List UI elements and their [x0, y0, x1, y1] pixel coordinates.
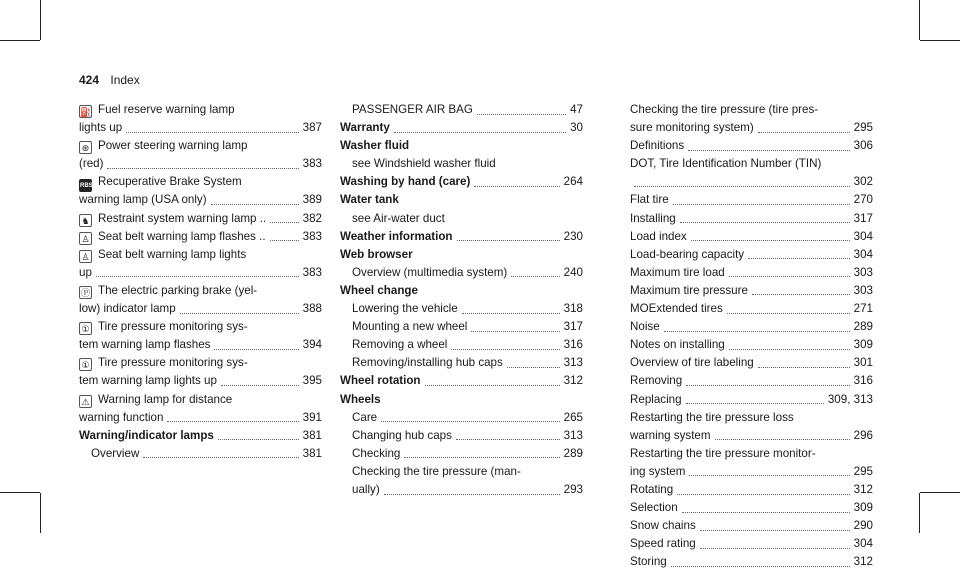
index-entry	[79, 137, 322, 155]
index-column-1	[79, 101, 322, 463]
index-entry	[630, 264, 873, 282]
entry-label: low) indicator lamp	[79, 302, 176, 316]
leader-dots	[689, 475, 849, 476]
entry-label: Overview of tire labeling	[630, 356, 754, 370]
page-reference[interactable]: 271	[853, 302, 873, 316]
fuel-icon: ⛽	[80, 107, 92, 117]
index-column-2	[340, 101, 583, 499]
entry-label: Fuel reserve warning lamp	[98, 103, 235, 116]
entry-label: The electric parking brake (yel-	[98, 283, 258, 297]
leader-dots	[680, 222, 850, 223]
index-entry	[79, 264, 322, 282]
index-entry	[340, 173, 583, 191]
leader-dots	[700, 530, 850, 531]
page-reference[interactable]: 304	[853, 247, 873, 261]
leader-dots	[682, 512, 850, 513]
entry-label: see Air-water duct	[352, 211, 445, 225]
index-entry	[79, 336, 322, 354]
entry-label: Recuperative Brake System	[98, 175, 242, 189]
index-entry	[630, 173, 873, 191]
index-entry	[630, 354, 873, 372]
index-entry	[79, 282, 322, 300]
leader-dots	[425, 385, 560, 386]
leader-dots	[457, 240, 560, 241]
leader-dots	[758, 367, 850, 368]
page-reference[interactable]: 383	[302, 157, 322, 171]
index-entry	[630, 228, 873, 246]
entry-label: Power steering warning lamp	[98, 139, 248, 153]
index-entry	[630, 119, 873, 137]
entry-label: Mounting a new wheel	[352, 320, 468, 334]
index-entry	[340, 155, 583, 173]
page-reference[interactable]: 387	[302, 121, 322, 135]
entry-label: Removing	[630, 374, 683, 388]
entry-label: Seat belt warning lamp lights	[98, 247, 247, 261]
entry-label: Warranty	[340, 121, 390, 135]
index-entry	[340, 101, 583, 119]
page-reference[interactable]: 303	[853, 265, 873, 279]
index-entry	[630, 391, 873, 409]
page-reference[interactable]: 296	[853, 428, 873, 442]
page-reference[interactable]: 295	[853, 121, 873, 135]
page-reference[interactable]: 240	[563, 265, 583, 279]
index-entry	[340, 191, 583, 209]
page-reference[interactable]: 381	[302, 446, 322, 460]
crop-mark	[920, 492, 960, 493]
index-entry	[79, 210, 322, 228]
entry-label: Seat belt warning lamp flashes ..	[98, 229, 266, 243]
leader-dots	[673, 204, 850, 205]
page-reference[interactable]: 313	[563, 356, 583, 370]
entry-label: DOT, Tire Identification Number (TIN)	[630, 157, 822, 171]
page-reference[interactable]: 388	[302, 302, 322, 316]
leader-dots	[477, 114, 566, 115]
index-entry	[630, 427, 873, 445]
index-entry	[630, 463, 873, 481]
leader-dots	[671, 566, 850, 567]
entry-label: Maximum tire pressure	[630, 283, 748, 297]
page-reference[interactable]: 304	[853, 229, 873, 243]
entry-label: Speed rating	[630, 537, 696, 551]
index-entry	[340, 137, 583, 155]
tire-pressure-icon: ①	[79, 358, 92, 371]
page-reference[interactable]: 313	[563, 428, 583, 442]
entry-label: ing system	[630, 464, 686, 478]
entry-label: Flat tire	[630, 193, 669, 207]
entry-label: Tire pressure monitoring sys-	[98, 356, 248, 370]
crop-mark	[0, 492, 40, 493]
entry-label: Rotating	[630, 482, 674, 496]
leader-dots	[729, 349, 850, 350]
page-reference[interactable]: 265	[563, 410, 583, 424]
entry-label: Care	[352, 410, 378, 424]
page-reference[interactable]: 316	[563, 338, 583, 352]
tire-pressure-icon: ①	[79, 322, 92, 335]
leader-dots	[729, 276, 850, 277]
entry-label: Wheels	[340, 392, 381, 406]
page-reference[interactable]: 309, 313	[827, 392, 873, 406]
index-entry	[340, 427, 583, 445]
leader-dots	[404, 457, 559, 458]
leader-dots	[394, 132, 566, 133]
index-entry	[340, 445, 583, 463]
leader-dots	[507, 367, 560, 368]
leader-dots	[700, 548, 850, 549]
entry-label: ually)	[352, 482, 380, 496]
page-reference[interactable]: 312	[563, 374, 583, 388]
index-entry	[340, 336, 583, 354]
entry-label: sure monitoring system)	[630, 121, 754, 135]
entry-label: tem warning lamp flashes	[79, 338, 211, 352]
page-reference[interactable]: 306	[853, 139, 873, 153]
crop-mark	[919, 493, 920, 533]
page-reference[interactable]: 309	[853, 501, 873, 515]
leader-dots	[691, 240, 850, 241]
entry-label: Warning/indicator lamps	[79, 428, 214, 442]
index-entry	[79, 391, 322, 409]
leader-dots	[715, 439, 850, 440]
entry-label: tem warning lamp lights up	[79, 374, 217, 388]
leader-dots	[727, 313, 850, 314]
leader-dots	[664, 331, 850, 332]
entry-label: lights up	[79, 121, 123, 135]
index-entry	[630, 372, 873, 390]
page-reference[interactable]: 289	[563, 446, 583, 460]
entry-label: Replacing	[630, 392, 682, 406]
index-entry	[630, 300, 873, 318]
entry-label: Installing	[630, 211, 676, 225]
leader-dots	[686, 385, 849, 386]
index-entry	[340, 119, 583, 137]
entry-label: Load-bearing capacity	[630, 247, 745, 261]
entry-label: Weather information	[340, 229, 453, 243]
index-entry	[79, 300, 322, 318]
entry-label: (red)	[79, 157, 104, 171]
page-reference[interactable]: 264	[563, 175, 583, 189]
page-reference[interactable]: 47	[570, 103, 583, 116]
entry-label: Checking the tire pressure (tire pres-	[630, 103, 819, 116]
index-entry	[79, 228, 322, 246]
index-entry	[79, 155, 322, 173]
index-entry	[630, 336, 873, 354]
entry-label: Restarting the tire pressure loss	[630, 410, 794, 424]
index-entry	[630, 191, 873, 209]
index-entry	[630, 535, 873, 553]
index-entry	[630, 282, 873, 300]
leader-dots	[752, 294, 850, 295]
leader-dots	[451, 349, 559, 350]
index-entry	[340, 210, 583, 228]
index-entry	[79, 318, 322, 336]
seat-belt-icon: ♙	[79, 250, 92, 263]
leader-dots	[270, 240, 299, 241]
leader-dots	[214, 349, 298, 350]
leader-dots	[758, 132, 850, 133]
entry-label: Maximum tire load	[630, 265, 725, 279]
page-reference[interactable]: 309	[853, 338, 873, 352]
crop-mark	[40, 0, 41, 40]
crop-mark	[40, 493, 41, 533]
entry-label: Selection	[630, 501, 678, 515]
index-entry	[630, 409, 873, 427]
index-entry	[79, 445, 322, 463]
entry-label: MOExtended tires	[630, 302, 723, 316]
entry-label: Overview (multimedia system)	[352, 265, 508, 279]
entry-label: Water tank	[340, 193, 399, 207]
index-entry	[79, 409, 322, 427]
page-reference[interactable]: 270	[853, 193, 873, 207]
page-reference[interactable]: 230	[563, 229, 583, 243]
page-reference[interactable]: 312	[853, 482, 873, 496]
entry-label: Notes on installing	[630, 338, 725, 352]
restraint-icon: ♞	[79, 214, 92, 227]
page-reference[interactable]: 293	[563, 482, 583, 496]
entry-label: Web browser	[340, 247, 413, 261]
page-reference[interactable]: 316	[853, 374, 873, 388]
page-reference[interactable]: 304	[853, 537, 873, 551]
entry-label: Warning lamp for distance	[98, 392, 233, 406]
leader-dots	[96, 276, 299, 277]
parking-brake-icon: Ⓟ	[80, 287, 90, 298]
index-entry	[79, 119, 322, 137]
page-reference[interactable]: 383	[302, 265, 322, 279]
index-entry	[630, 445, 873, 463]
crop-mark	[920, 40, 960, 41]
index-entry	[340, 354, 583, 372]
index-entry	[630, 101, 873, 119]
index-entry	[630, 210, 873, 228]
page-reference[interactable]: 295	[853, 464, 873, 478]
steering-icon: ⊛	[79, 141, 92, 154]
index-entry	[630, 553, 873, 571]
page-reference[interactable]: 391	[302, 410, 322, 424]
index-entry	[79, 372, 322, 390]
entry-label: PASSENGER AIR BAG	[352, 103, 473, 116]
leader-dots	[126, 132, 298, 133]
leader-dots	[474, 186, 559, 187]
entry-label: Lowering the vehicle	[352, 302, 458, 316]
page-reference[interactable]: 383	[302, 229, 322, 243]
index-entry	[340, 481, 583, 499]
index-entry	[630, 481, 873, 499]
page-reference[interactable]: 317	[853, 211, 873, 225]
page-reference[interactable]: 389	[302, 193, 322, 207]
index-entry	[630, 155, 873, 173]
entry-label: Overview	[91, 446, 140, 460]
entry-label: see Windshield washer fluid	[352, 157, 496, 171]
entry-label: Load index	[630, 229, 687, 243]
leader-dots	[634, 186, 850, 187]
index-entry	[340, 228, 583, 246]
leader-dots	[270, 222, 298, 223]
index-entry	[630, 246, 873, 264]
leader-dots	[748, 258, 850, 259]
leader-dots	[381, 421, 560, 422]
leader-dots	[688, 150, 850, 151]
page-reference[interactable]: 312	[853, 555, 873, 569]
crop-mark	[0, 40, 40, 41]
page-reference[interactable]: 301	[853, 356, 873, 370]
index-entry	[79, 246, 322, 264]
leader-dots	[686, 403, 824, 404]
page-reference[interactable]: 303	[853, 283, 873, 297]
leader-dots	[384, 494, 560, 495]
index-entry	[340, 246, 583, 264]
index-entry	[79, 427, 322, 445]
entry-label: Wheel rotation	[340, 374, 421, 388]
index-entry	[340, 391, 583, 409]
page-title: Index	[110, 73, 140, 87]
page-reference[interactable]: 382	[302, 211, 322, 225]
entry-label: Checking the tire pressure (man-	[352, 464, 521, 478]
index-column-3	[630, 101, 873, 571]
seat-belt-icon: ♙	[79, 232, 92, 245]
page-reference[interactable]: 317	[563, 320, 583, 334]
entry-label: Tire pressure monitoring sys-	[98, 320, 248, 334]
entry-label: up	[79, 265, 92, 279]
page-reference[interactable]: 395	[302, 374, 322, 388]
rbs-icon: RBS	[79, 179, 92, 192]
page-reference[interactable]: 381	[302, 428, 322, 442]
entry-label: Washing by hand (care)	[340, 175, 471, 189]
index-entry	[79, 101, 322, 119]
leader-dots	[462, 313, 560, 314]
leader-dots	[143, 457, 298, 458]
leader-dots	[167, 421, 298, 422]
leader-dots	[677, 494, 849, 495]
index-entry	[79, 354, 322, 372]
index-entry	[79, 173, 322, 191]
leader-dots	[218, 439, 299, 440]
entry-label: Changing hub caps	[352, 428, 452, 442]
page-reference[interactable]: 290	[853, 519, 873, 533]
leader-dots	[180, 313, 299, 314]
entry-label: Washer fluid	[340, 139, 410, 153]
leader-dots	[456, 439, 560, 440]
leader-dots	[107, 168, 298, 169]
entry-label: Storing	[630, 555, 667, 569]
leader-dots	[511, 276, 559, 277]
entry-label: Restarting the tire pressure monitor-	[630, 446, 816, 460]
index-entry	[340, 264, 583, 282]
entry-label: Snow chains	[630, 519, 696, 533]
leader-dots	[471, 331, 559, 332]
index-entry	[630, 137, 873, 155]
index-entry	[340, 463, 583, 481]
index-entry	[340, 300, 583, 318]
index-entry	[630, 318, 873, 336]
entry-label: Noise	[630, 320, 660, 334]
index-entry	[79, 191, 322, 209]
entry-label: Removing a wheel	[352, 338, 448, 352]
page-reference[interactable]: 289	[853, 320, 873, 334]
distance-warning-icon: ⚠	[79, 395, 92, 408]
entry-label: warning function	[79, 410, 164, 424]
index-entry	[340, 372, 583, 390]
page-reference[interactable]: 302	[853, 175, 873, 189]
entry-label: Definitions	[630, 139, 685, 153]
entry-label: warning system	[630, 428, 711, 442]
index-entry	[340, 318, 583, 336]
index-entry	[630, 499, 873, 517]
page-reference[interactable]: 30	[570, 121, 583, 135]
index-entry	[340, 409, 583, 427]
index-entry	[340, 282, 583, 300]
crop-mark	[919, 0, 920, 40]
entry-label: Removing/installing hub caps	[352, 356, 503, 370]
page-header	[79, 73, 140, 87]
entry-label: warning lamp (USA only)	[79, 193, 207, 207]
entry-label: Restraint system warning lamp ..	[98, 211, 267, 225]
leader-dots	[211, 204, 299, 205]
page-number: 424	[79, 73, 100, 87]
page-reference[interactable]: 394	[302, 338, 322, 352]
entry-label: Checking	[352, 446, 401, 460]
leader-dots	[221, 385, 299, 386]
entry-label: Wheel change	[340, 283, 418, 297]
page-reference[interactable]: 318	[563, 302, 583, 316]
